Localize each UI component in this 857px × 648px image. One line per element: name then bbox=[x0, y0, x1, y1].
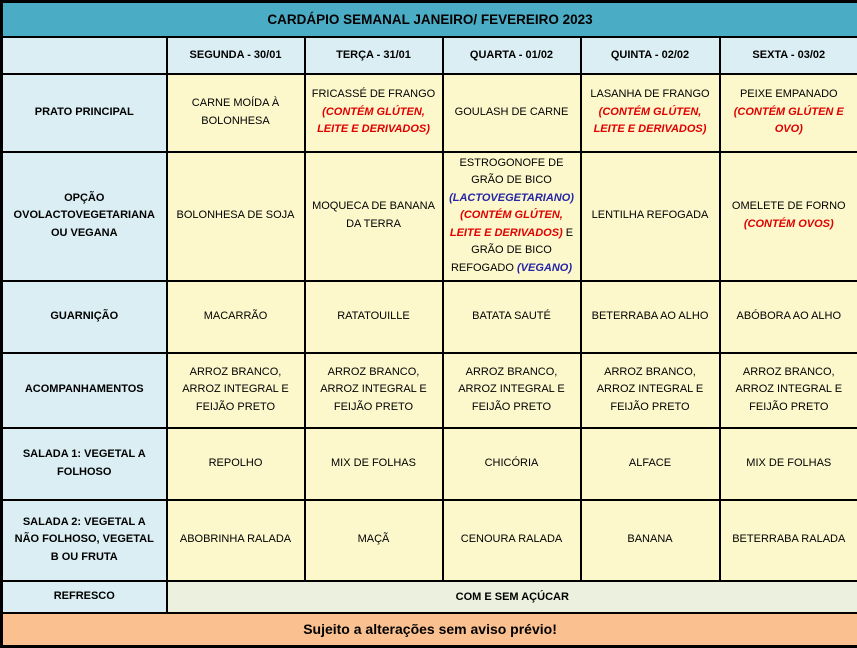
row-label: PRATO PRINCIPAL bbox=[2, 74, 167, 152]
page-title: CARDÁPIO SEMANAL JANEIRO/ FEVEREIRO 2023 bbox=[2, 2, 857, 37]
dish-text: ARROZ BRANCO, ARROZ INTEGRAL E FEIJÃO PRETO bbox=[458, 366, 565, 413]
diet-tag-text: (VEGANO) bbox=[517, 262, 572, 274]
menu-cell bbox=[443, 152, 581, 281]
menu-cell bbox=[167, 353, 305, 428]
menu-row bbox=[2, 353, 857, 428]
dish-text: ARROZ BRANCO, ARROZ INTEGRAL E FEIJÃO PRETO bbox=[182, 366, 289, 413]
menu-cell bbox=[305, 74, 443, 152]
dish-text: ESTROGONOFE DE GRÃO DE BICO bbox=[460, 157, 564, 187]
allergen-text: (CONTÉM GLÚTEN, LEITE E DERIVADOS) bbox=[594, 106, 707, 136]
menu-row bbox=[2, 281, 857, 353]
menu-cell bbox=[305, 500, 443, 581]
dish-text: BANANA bbox=[627, 533, 672, 545]
menu-cell bbox=[720, 74, 857, 152]
menu-cell bbox=[167, 500, 305, 581]
menu-cell bbox=[305, 281, 443, 353]
dish-text: LENTILHA REFOGADA bbox=[592, 209, 709, 221]
menu-cell bbox=[720, 428, 857, 500]
allergen-text: (CONTÉM GLÚTEN, LEITE E DERIVADOS) bbox=[450, 209, 563, 239]
menu-cell bbox=[581, 500, 720, 581]
dish-text: REPOLHO bbox=[209, 457, 263, 469]
menu-row bbox=[2, 500, 857, 581]
menu-cell bbox=[443, 353, 581, 428]
row-label: OPÇÃO OVOLACTOVEGETARIANA OU VEGANA bbox=[2, 152, 167, 281]
menu-cell bbox=[720, 281, 857, 353]
dish-text: E GRÃO DE BICO REFOGADO bbox=[451, 227, 573, 274]
menu-cell bbox=[167, 74, 305, 152]
dish-text: OMELETE DE FORNO bbox=[732, 200, 846, 212]
footer-note: Sujeito a alterações sem aviso prévio! bbox=[2, 613, 857, 647]
menu-cell bbox=[581, 152, 720, 281]
allergen-text: (CONTÉM GLÚTEN, LEITE E DERIVADOS) bbox=[317, 106, 430, 136]
header-row bbox=[2, 37, 857, 74]
dish-text: ALFACE bbox=[629, 457, 671, 469]
dish-text: MIX DE FOLHAS bbox=[746, 457, 831, 469]
menu-cell bbox=[581, 281, 720, 353]
menu-cell bbox=[443, 74, 581, 152]
row-label: SALADA 2: VEGETAL A NÃO FOLHOSO, VEGETAL B OU FRUTA bbox=[2, 500, 167, 581]
day-header-1: TERÇA - 31/01 bbox=[305, 37, 443, 74]
refresco-row bbox=[2, 581, 857, 613]
dish-text: ARROZ BRANCO, ARROZ INTEGRAL E FEIJÃO PRETO bbox=[320, 366, 427, 413]
day-header-3: QUINTA - 02/02 bbox=[581, 37, 720, 74]
dish-text: MIX DE FOLHAS bbox=[331, 457, 416, 469]
menu-cell bbox=[581, 353, 720, 428]
row-label-refresco: REFRESCO bbox=[2, 581, 167, 613]
menu-cell bbox=[167, 281, 305, 353]
dish-text: CARNE MOÍDA À BOLONHESA bbox=[192, 97, 279, 127]
allergen-text: (CONTÉM GLÚTEN E OVO) bbox=[734, 106, 844, 136]
dish-text: MAÇÃ bbox=[358, 533, 390, 545]
dish-text: BATATA SAUTÉ bbox=[472, 310, 551, 322]
day-header-4: SEXTA - 03/02 bbox=[720, 37, 857, 74]
menu-cell bbox=[443, 428, 581, 500]
dish-text: CHICÓRIA bbox=[485, 457, 539, 469]
menu-cell bbox=[305, 428, 443, 500]
menu-row bbox=[2, 152, 857, 281]
title-row bbox=[2, 2, 857, 37]
menu-cell bbox=[581, 428, 720, 500]
menu-row bbox=[2, 74, 857, 152]
menu-cell bbox=[720, 500, 857, 581]
menu-cell bbox=[167, 428, 305, 500]
menu-cell bbox=[443, 500, 581, 581]
dish-text: BETERRABA RALADA bbox=[732, 533, 845, 545]
row-label: GUARNIÇÃO bbox=[2, 281, 167, 353]
day-header-2: QUARTA - 01/02 bbox=[443, 37, 581, 74]
row-label: ACOMPANHAMENTOS bbox=[2, 353, 167, 428]
menu-cell bbox=[443, 281, 581, 353]
menu-cell bbox=[720, 152, 857, 281]
dish-text: RATATOUILLE bbox=[337, 310, 410, 322]
menu-cell bbox=[305, 353, 443, 428]
corner-cell bbox=[2, 37, 167, 74]
dish-text: MOQUECA DE BANANA DA TERRA bbox=[312, 200, 435, 230]
dish-text: CENOURA RALADA bbox=[461, 533, 562, 545]
menu-row bbox=[2, 428, 857, 500]
dish-text: LASANHA DE FRANGO bbox=[590, 88, 709, 100]
dish-text: ARROZ BRANCO, ARROZ INTEGRAL E FEIJÃO PRETO bbox=[735, 366, 842, 413]
menu-cell bbox=[305, 152, 443, 281]
dish-text: ABÓBORA AO ALHO bbox=[737, 310, 842, 322]
menu-cell bbox=[167, 152, 305, 281]
allergen-text: (CONTÉM OVOS) bbox=[744, 218, 834, 230]
footer-row bbox=[2, 613, 857, 647]
diet-tag-text: (LACTOVEGETARIANO) bbox=[449, 192, 574, 204]
menu-cell bbox=[581, 74, 720, 152]
dish-text: MACARRÃO bbox=[204, 310, 268, 322]
dish-text: ARROZ BRANCO, ARROZ INTEGRAL E FEIJÃO PRETO bbox=[597, 366, 704, 413]
dish-text: FRICASSÉ DE FRANGO bbox=[312, 88, 435, 100]
dish-text: BOLONHESA DE SOJA bbox=[177, 209, 295, 221]
dish-text: GOULASH DE CARNE bbox=[455, 106, 569, 118]
day-header-0: SEGUNDA - 30/01 bbox=[167, 37, 305, 74]
menu-cell bbox=[720, 353, 857, 428]
row-label: SALADA 1: VEGETAL A FOLHOSO bbox=[2, 428, 167, 500]
dish-text: BETERRABA AO ALHO bbox=[592, 310, 709, 322]
dish-text: PEIXE EMPANADO bbox=[740, 88, 838, 100]
dish-text: ABOBRINHA RALADA bbox=[180, 533, 291, 545]
refresco-value: COM E SEM AÇÚCAR bbox=[167, 581, 857, 613]
